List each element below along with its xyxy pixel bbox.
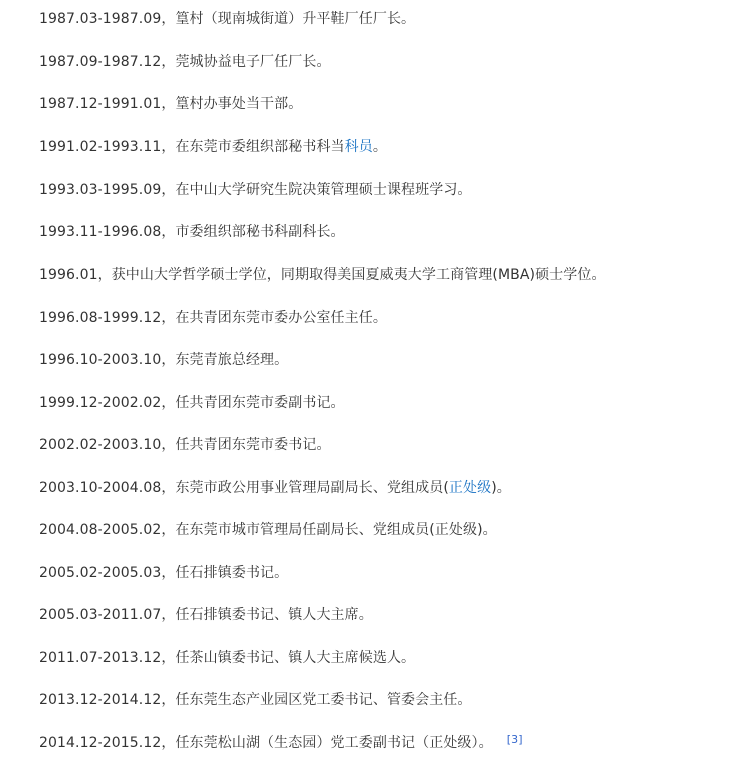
citation-ref-link[interactable]: [3]: [506, 733, 523, 746]
career-entry: 1996.01，获中山大学哲学硕士学位，同期取得美国夏威夷大学工商管理(MBA)硕士学位。: [39, 267, 606, 283]
career-entry: 1987.09-1987.12，莞城协益电子厂任厂长。: [39, 54, 331, 70]
career-entry: 1987.12-1991.01，篁村办事处当干部。: [39, 96, 303, 112]
career-entry: 1993.03-1995.09，在中山大学研究生院决策管理硕士课程班学习。: [39, 182, 472, 198]
career-entry: [39, 733, 523, 754]
career-entry-text: 2014.12-2015.12，任东莞松山湖（生态园）党工委副书记（正处级）。: [39, 735, 493, 751]
career-entry-text: 2003.10-2004.08，东莞市政公用事业管理局副局长、党组成员(: [39, 480, 449, 496]
career-entry: [39, 137, 387, 157]
career-entry: 2005.02-2005.03，任石排镇委书记。: [39, 565, 289, 581]
career-entry: 2005.03-2011.07，任石排镇委书记、镇人大主席。: [39, 607, 373, 623]
career-entry-text: 。: [372, 139, 387, 155]
career-entry-text: )。: [491, 480, 511, 496]
career-entry: 2004.08-2005.02，在东莞市城市管理局任副局长、党组成员(正处级)。: [39, 522, 497, 538]
career-entry: 1996.10-2003.10，东莞青旅总经理。: [39, 352, 289, 368]
career-entry-text: 1991.02-1993.11，在东莞市委组织部秘书科当: [39, 139, 345, 155]
career-entry: 2013.12-2014.12，任东莞生态产业园区党工委书记、管委会主任。: [39, 692, 472, 708]
career-entry: 1993.11-1996.08，市委组织部秘书科副科长。: [39, 224, 345, 240]
career-entry: [39, 478, 511, 498]
keyuan-link[interactable]: 科员: [344, 139, 373, 155]
zhengchuji-link[interactable]: 正处级: [448, 480, 492, 496]
career-entry: 1999.12-2002.02，任共青团东莞市委副书记。: [39, 395, 345, 411]
career-entry: 1987.03-1987.09，篁村（现南城街道）升平鞋厂任厂长。: [39, 11, 416, 27]
career-entry: 1996.08-1999.12，在共青团东莞市委办公室任主任。: [39, 310, 387, 326]
career-entry: 2002.02-2003.10，任共青团东莞市委书记。: [39, 437, 331, 453]
career-entry: 2011.07-2013.12，任茶山镇委书记、镇人大主席候选人。: [39, 650, 416, 666]
